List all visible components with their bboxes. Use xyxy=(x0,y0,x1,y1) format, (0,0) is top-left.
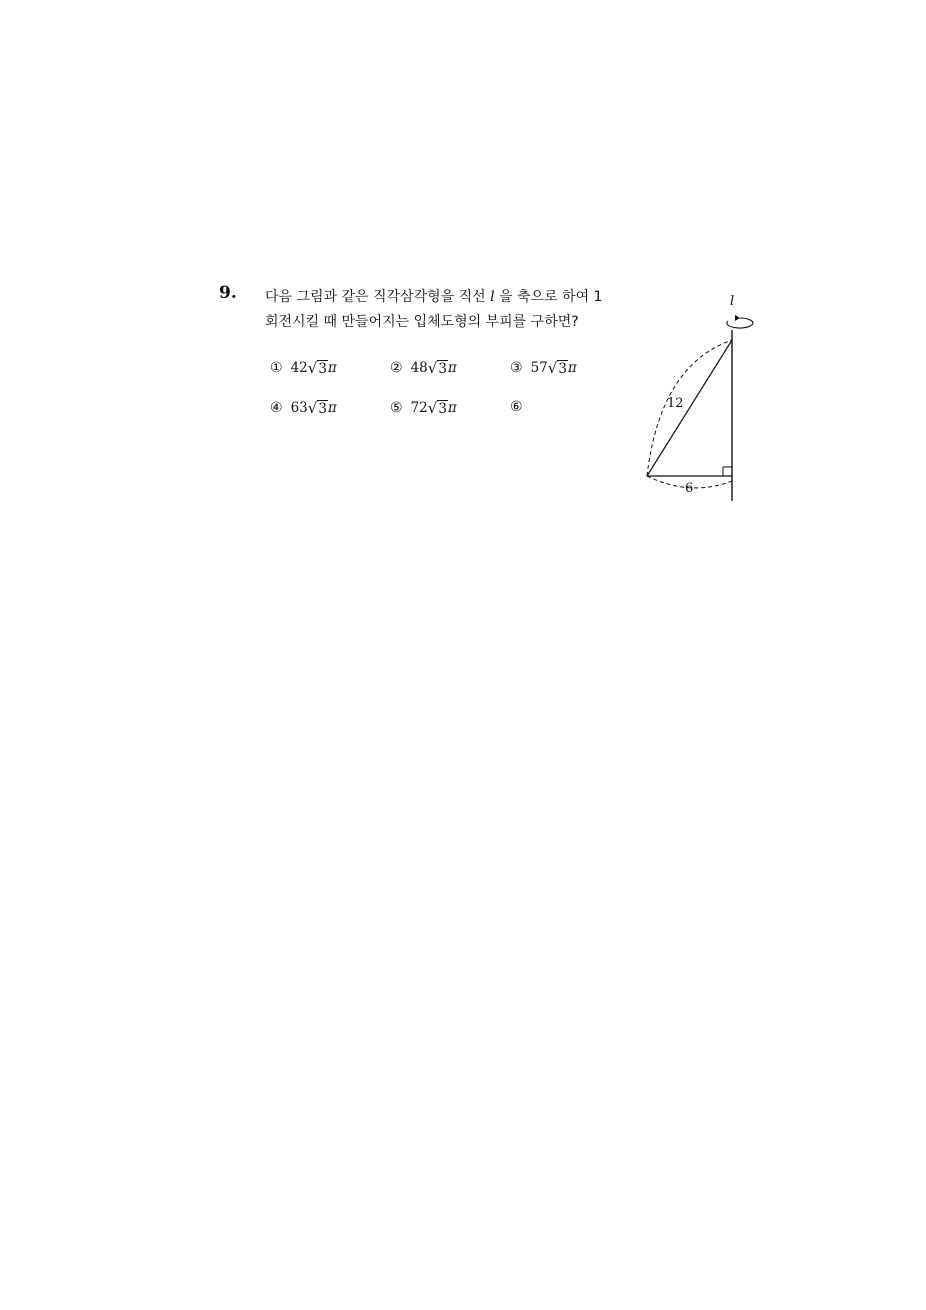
axis-variable: l xyxy=(490,289,495,305)
choice-unit: π xyxy=(447,400,457,416)
choice-unit: π xyxy=(447,360,457,376)
choice-mark: ⑥ xyxy=(510,399,523,415)
right-angle-marker xyxy=(723,467,732,476)
choice-unit: π xyxy=(567,360,577,376)
choice-radicand: 3 xyxy=(438,361,447,377)
choice-5[interactable] xyxy=(390,399,457,417)
choice-coefficient: 63 xyxy=(290,400,308,416)
base-label: 6 xyxy=(685,481,694,496)
choice-1[interactable] xyxy=(270,359,337,377)
rotation-figure xyxy=(630,285,770,510)
question-line-1 xyxy=(265,285,645,310)
rotation-arrow-icon xyxy=(727,318,753,328)
choice-radicand: 3 xyxy=(558,361,567,377)
choice-mark: ② xyxy=(390,360,403,376)
choice-unit: π xyxy=(327,400,337,416)
choice-coefficient: 42 xyxy=(290,360,308,376)
choice-6[interactable] xyxy=(510,399,531,415)
axis-label: l xyxy=(730,294,735,309)
sqrt-symbol: √ 3 xyxy=(547,359,567,377)
choice-mark: ① xyxy=(270,360,283,376)
sqrt-symbol: √ 3 xyxy=(307,399,327,417)
question-stem xyxy=(265,285,645,335)
choice-3[interactable] xyxy=(510,359,577,377)
choice-radicand: 3 xyxy=(318,361,327,377)
choice-coefficient: 48 xyxy=(410,360,428,376)
question-line-2: 회전시킬 때 만들어지는 입체도형의 부피를 구하면? xyxy=(265,314,579,330)
choice-mark: ④ xyxy=(270,400,283,416)
question-text-part-a: 다음 그림과 같은 직각삼각형을 직선 xyxy=(265,289,491,305)
sqrt-symbol: √ 3 xyxy=(427,359,447,377)
choice-mark: ⑤ xyxy=(390,400,403,416)
hypotenuse-label: 12 xyxy=(667,396,684,411)
choice-unit: π xyxy=(327,360,337,376)
hypotenuse-line xyxy=(647,340,732,476)
choice-2[interactable] xyxy=(390,359,457,377)
sqrt-symbol: √ 3 xyxy=(427,399,447,417)
choice-radicand: 3 xyxy=(318,401,327,417)
choice-coefficient: 57 xyxy=(530,360,548,376)
question-text-part-b: 을 축으로 하여 1 xyxy=(494,289,603,305)
choice-coefficient: 72 xyxy=(410,400,428,416)
choice-4[interactable] xyxy=(270,399,337,417)
choice-mark: ③ xyxy=(510,360,523,376)
question-number: 9. xyxy=(219,283,237,303)
sqrt-symbol: √ 3 xyxy=(307,359,327,377)
choice-radicand: 3 xyxy=(438,401,447,417)
arrowhead-icon xyxy=(735,315,740,321)
